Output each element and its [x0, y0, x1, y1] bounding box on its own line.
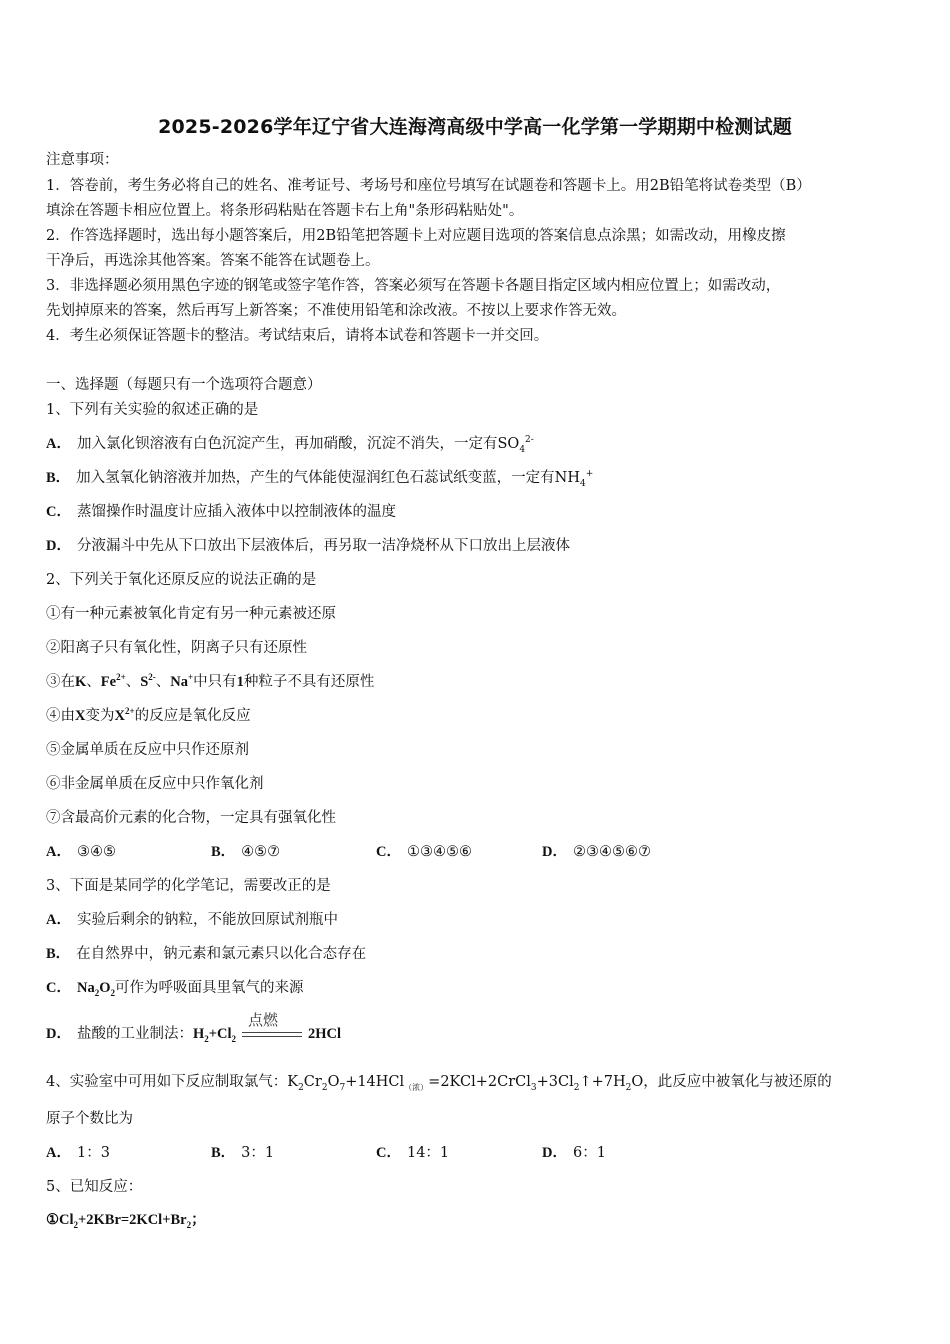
q3-option-b[interactable]	[46, 944, 366, 964]
q2-options	[46, 842, 846, 862]
subscript: 2	[321, 1082, 328, 1093]
superscript: 2-	[525, 435, 534, 446]
question-4-stem	[46, 1072, 832, 1092]
subscript: 2	[204, 1033, 209, 1044]
q2-option-d[interactable]	[542, 842, 651, 862]
q2-option-a[interactable]	[46, 842, 116, 862]
reaction-condition	[242, 1011, 302, 1044]
text: O	[327, 1074, 340, 1090]
option-label: A．	[46, 844, 71, 860]
q4-option-c[interactable]	[376, 1143, 449, 1163]
subscript: 2	[110, 987, 115, 998]
option-label: B．	[46, 946, 71, 962]
notice-line: 先划掉原来的答案，然后再写上新答案；不准使用铅笔和涂改液。不按以上要求作答无效。	[46, 303, 626, 319]
text: =2KCl+2CrCl	[428, 1074, 531, 1090]
superscript: +	[585, 469, 594, 480]
notice-line: 填涂在答题卡相应位置上。将条形码粘贴在答题卡右上角"条形码粘贴处"。	[46, 203, 524, 219]
q1-option-a[interactable]	[46, 434, 534, 454]
option-text: ④⑤⑦	[241, 844, 281, 860]
text: 的反应是氧化反应	[134, 708, 251, 724]
condition-text: 点燃	[248, 1011, 279, 1029]
superscript: 2+	[124, 706, 135, 717]
subscript: 2	[94, 987, 100, 998]
option-label: A．	[46, 436, 71, 452]
text: +3Cl	[536, 1074, 574, 1090]
option-text: 蒸馏操作时温度计应插入液体中以控制液体的温度	[76, 504, 396, 520]
subscript: 2	[298, 1082, 304, 1093]
question-4-stem-cont: 原子个数比为	[46, 1111, 133, 1127]
q1-option-d[interactable]	[46, 536, 570, 556]
text: ④由	[46, 708, 75, 724]
option-label: B．	[211, 844, 236, 860]
subscript: 2	[231, 1033, 237, 1044]
option-text: 6：1	[572, 1145, 606, 1161]
q2-statement-5: ⑤金属单质在反应中只作还原剂	[46, 742, 249, 758]
option-text: 加入氯化钡溶液有白色沉淀产生，再加硝酸，沉淀不消失，一定有SO	[76, 436, 520, 452]
q1-option-c[interactable]	[46, 502, 396, 522]
q2-statement-1: ①有一种元素被氧化肯定有另一种元素被还原	[46, 606, 336, 622]
text: ；	[191, 1212, 206, 1228]
text: 变为	[85, 708, 115, 724]
text: Cr	[303, 1074, 322, 1090]
chem-s: S	[140, 674, 149, 690]
q2-statement-4	[46, 706, 251, 726]
option-text: 盐酸的工业制法：	[76, 1026, 193, 1042]
chem-o: O	[99, 980, 111, 996]
notice-line: 3．非选择题必须用黑色字迹的钢笔或签字笔作答，答案必须写在答题卡各题目指定区域内相应位置上；如需改动，	[46, 278, 781, 294]
text: ③在	[46, 674, 75, 690]
chem-x: X	[114, 708, 125, 724]
option-label: B．	[211, 1145, 236, 1161]
chem-fe: Fe	[100, 674, 117, 690]
option-text: 加入氢氧化钠溶液并加热，产生的气体能使湿润红色石蕊试纸变蓝，一定有NH	[76, 470, 581, 486]
equals-line	[242, 1032, 302, 1033]
subscript: 2	[73, 1219, 78, 1230]
text: 中只有	[193, 674, 237, 690]
sep: 、	[86, 674, 101, 690]
subscript: 3	[530, 1082, 537, 1093]
q4-option-d[interactable]	[542, 1143, 606, 1163]
text: 种粒子不具有还原性	[243, 674, 375, 690]
q2-statement-3	[46, 672, 374, 692]
subscript: 4	[580, 478, 586, 489]
option-text: 1：3	[76, 1145, 110, 1161]
q1-option-b[interactable]	[46, 468, 593, 488]
section-heading: 一、选择题（每题只有一个选项符合题意）	[46, 377, 322, 393]
text: +2KBr=2KCl+Br	[78, 1212, 187, 1228]
page-title: 2025-2026学年辽宁省大连海湾高级中学高一化学第一学期期中检测试题	[158, 116, 792, 138]
subscript: 7	[339, 1082, 346, 1093]
question-1-stem: 1、下列有关实验的叙述正确的是	[46, 402, 259, 418]
q2-statement-7: ⑦含最高价元素的化合物，一定具有强氧化性	[46, 810, 336, 826]
option-text: 14：1	[406, 1145, 450, 1161]
chem-x: X	[75, 708, 86, 724]
notice-heading: 注意事项：	[46, 152, 119, 168]
q3-option-a[interactable]	[46, 910, 338, 930]
text: +14HCl	[345, 1074, 405, 1090]
option-label: B．	[46, 470, 71, 486]
question-3-stem: 3、下面是某同学的化学笔记，需要改正的是	[46, 878, 331, 894]
subscript: 2	[625, 1082, 632, 1093]
subscript: 2	[186, 1219, 192, 1230]
superscript: +	[188, 672, 194, 683]
text: ①Cl	[46, 1212, 74, 1228]
chem-na: Na	[170, 674, 189, 690]
q3-option-c[interactable]	[46, 978, 304, 998]
equals-line	[242, 1036, 302, 1037]
option-label: D．	[46, 538, 71, 554]
q5-reaction-1	[46, 1210, 206, 1230]
question-2-stem: 2、下列关于氧化还原反应的说法正确的是	[46, 572, 317, 588]
chem-k: K	[75, 674, 87, 690]
subscript: 2	[573, 1082, 580, 1093]
q3-option-d[interactable]	[46, 1011, 342, 1044]
option-label: D．	[542, 1145, 567, 1161]
subscript: （浓）	[404, 1082, 429, 1092]
option-label: C．	[376, 1145, 401, 1161]
notice-line: 2．作答选择题时，选出每小题答案后，用2B铅笔把答题卡上对应题目选项的答案信息点涂黑；如需改动，用橡皮擦	[46, 228, 786, 244]
text: ↑+7H	[579, 1074, 626, 1090]
option-label: C．	[376, 844, 401, 860]
option-text: ②③④⑤⑥⑦	[572, 844, 651, 860]
q2-option-b[interactable]	[211, 842, 280, 862]
option-label: A．	[46, 1145, 71, 1161]
chem-cl: +Cl	[208, 1026, 232, 1042]
option-text: ①③④⑤⑥	[406, 844, 472, 860]
superscript: 2-	[148, 672, 156, 683]
chem-na: Na	[76, 980, 95, 996]
notice-line: 1．答卷前，考生务必将自己的姓名、准考证号、考场号和座位号填写在试题卷和答题卡上。用2B铅笔将试卷类型（B）	[46, 178, 811, 194]
chem-product: 2HCl	[308, 1026, 342, 1042]
option-text: 可作为呼吸面具里氧气的来源	[115, 980, 304, 996]
q2-option-c[interactable]	[376, 842, 472, 862]
q4-option-b[interactable]	[211, 1143, 274, 1163]
option-text: ③④⑤	[76, 844, 116, 860]
q4-options	[46, 1143, 846, 1163]
sep: 、	[125, 674, 141, 690]
option-text: 实验后剩余的钠粒，不能放回原试剂瓶中	[76, 912, 338, 928]
option-text: 在自然界中，钠元素和氯元素只以化合态存在	[76, 946, 367, 962]
superscript: 2+	[116, 672, 126, 683]
option-label: C．	[46, 504, 71, 520]
option-label: D．	[46, 1026, 71, 1042]
text: O，此反应中被氧化与被还原的	[631, 1074, 832, 1090]
subscript: 4	[519, 444, 526, 455]
sep: 、	[155, 674, 171, 690]
notice-line: 4．考生必须保证答题卡的整洁。考试结束后，请将本试卷和答题卡一并交回。	[46, 328, 549, 344]
option-label: C．	[46, 980, 71, 996]
option-label: A．	[46, 912, 71, 928]
q4-option-a[interactable]	[46, 1143, 110, 1163]
chem-h: H	[192, 1026, 205, 1042]
q2-statement-6: ⑥非金属单质在反应中只作氧化剂	[46, 776, 264, 792]
notice-line: 干净后，再选涂其他答案。答案不能答在试题卷上。	[46, 253, 380, 269]
q2-statement-2: ②阳离子只有氧化性，阴离子只有还原性	[46, 640, 307, 656]
option-label: D．	[542, 844, 567, 860]
option-text: 分液漏斗中先从下口放出下层液体后，再另取一洁净烧杯从下口放出上层液体	[76, 538, 570, 554]
option-text: 3：1	[241, 1145, 275, 1161]
text: 4、实验室中可用如下反应制取氯气：K	[46, 1074, 299, 1090]
question-5-stem: 5、已知反应：	[46, 1179, 143, 1195]
number: 1	[236, 674, 244, 690]
